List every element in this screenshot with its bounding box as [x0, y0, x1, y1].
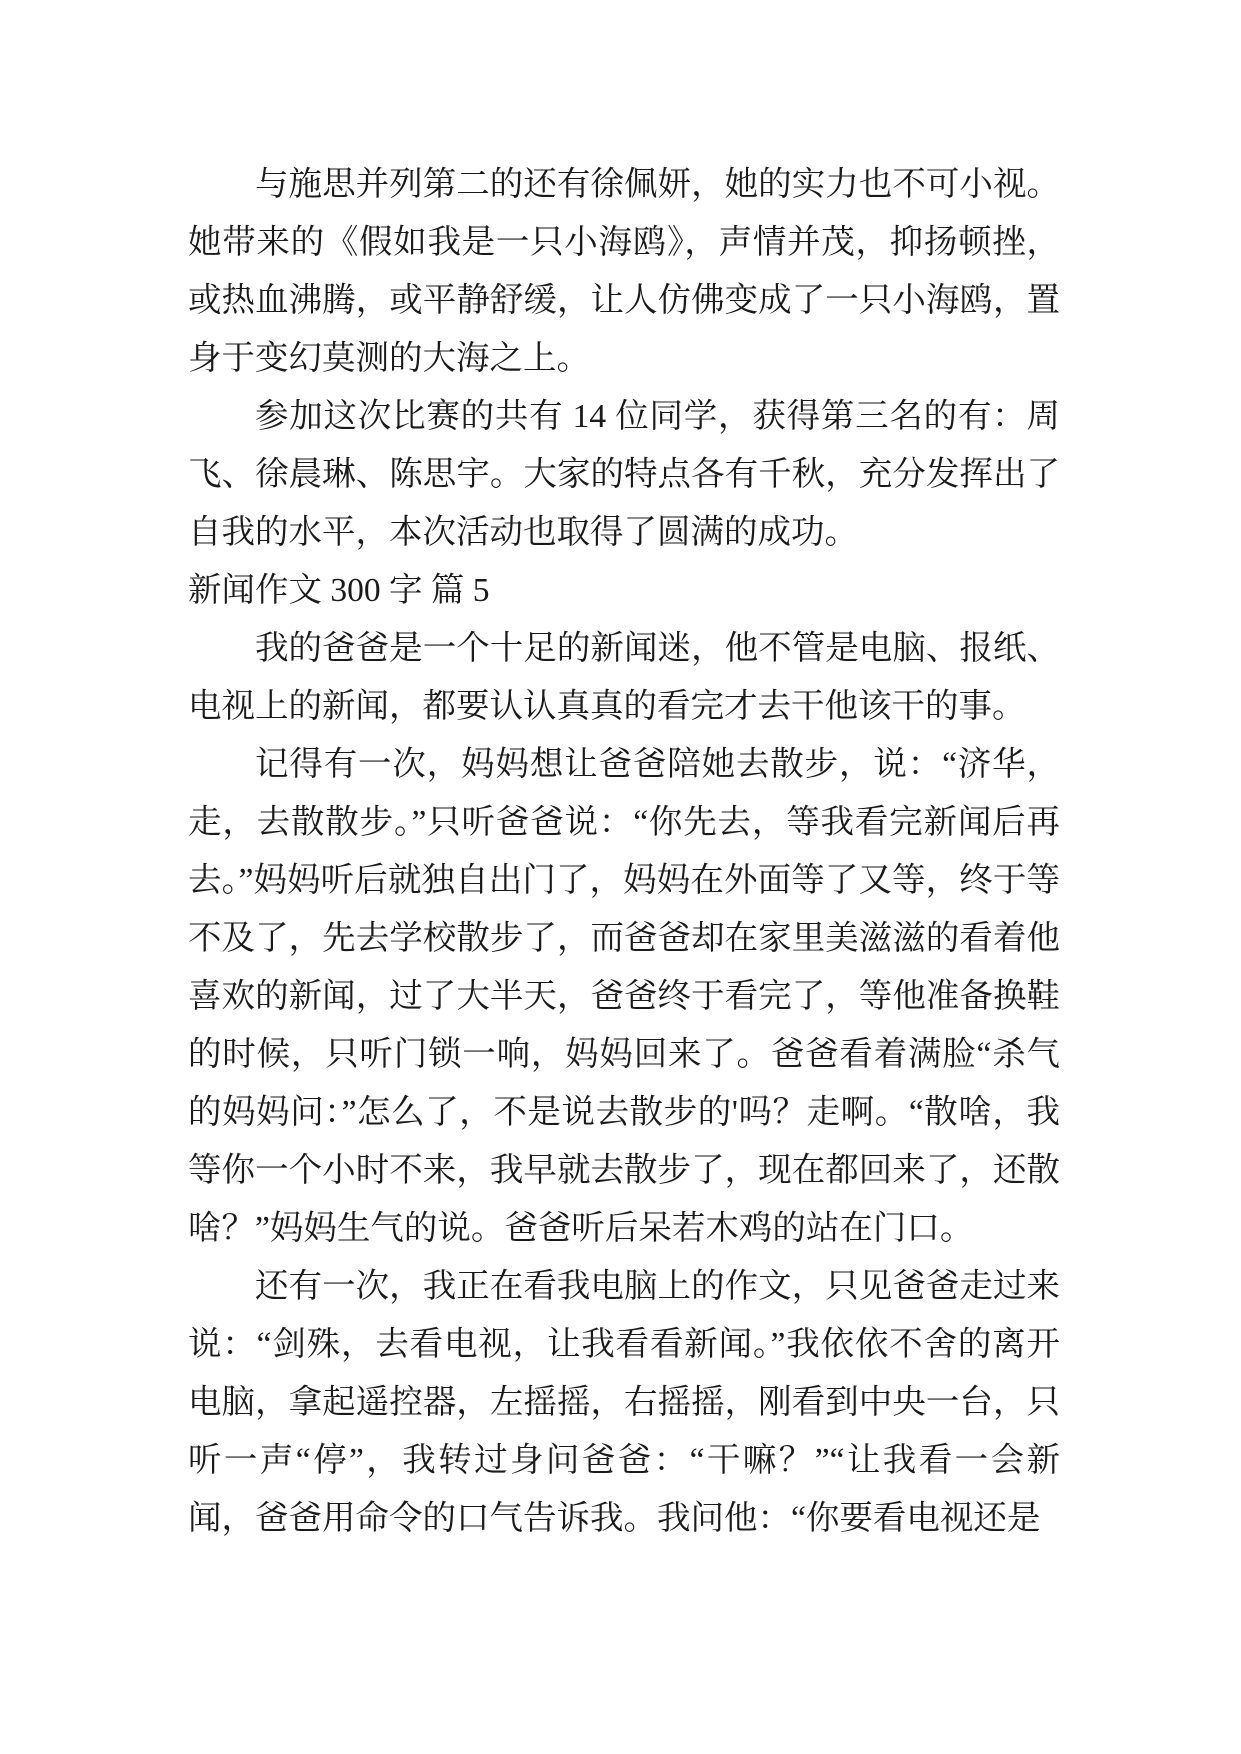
- document-body: [188, 156, 1060, 1548]
- paragraph-contest-second-place: 与施思并列第二的还有徐佩妍，她的实力也不可小视。她带来的《假如我是一只小海鸥》，声情并茂，抑扬顿挫，或热血沸腾，或平静舒缓，让人仿佛变成了一只小海鸥，置身于变幻莫测的大海之上。: [188, 166, 1060, 377]
- paragraph-contest-results: 参加这次比赛的共有 14 位同学，获得第三名的有：周飞、徐晨琳、陈思宇。大家的特点各有千秋，充分发挥出了自我的水平，本次活动也取得了圆满的成功。: [188, 398, 1060, 551]
- section-heading-essay-5: 新闻作文 300 字 篇 5: [188, 572, 490, 609]
- paragraph-dad-news-fan-intro: 我的爸爸是一个十足的新闻迷，他不管是电脑、报纸、电视上的新闻，都要认认真真的看完才去干他该干的事。: [188, 630, 1060, 725]
- paragraph-tv-remote-story: 还有一次，我正在看我电脑上的作文，只见爸爸走过来说：“剑殊，去看电视，让我看看新闻。”我依依不舍的离开电脑，拿起遥控器，左摇摇，右摇摇，刚看到中央一台，只听一声“停”，我转过身问爸爸：“干嘛？”“让我看一会新闻，爸爸用命令的口气告诉我。我问他：“你要看电视还是: [188, 1268, 1060, 1537]
- paragraph-mom-walk-story: 记得有一次，妈妈想让爸爸陪她去散步，说：“济华，走，去散散步。”只听爸爸说：“你先去，等我看完新闻后再去。”妈妈听后就独自出门了，妈妈在外面等了又等，终于等不及了，先去学校散步了，而爸爸却在家里美滋滋的看着他喜欢的新闻，过了大半天，爸爸终于看完了，等他准备换鞋的时候，只听门锁一响，妈妈回来了。爸爸看着满脸“杀气的妈妈问：”怎么了，不是说去散步的'吗？走啊。“散啥，我等你一个小时不来，我早就去散步了，现在都回来了，还散啥？”妈妈生气的说。爸爸听后呆若木鸡的站在门口。: [188, 746, 1060, 1247]
